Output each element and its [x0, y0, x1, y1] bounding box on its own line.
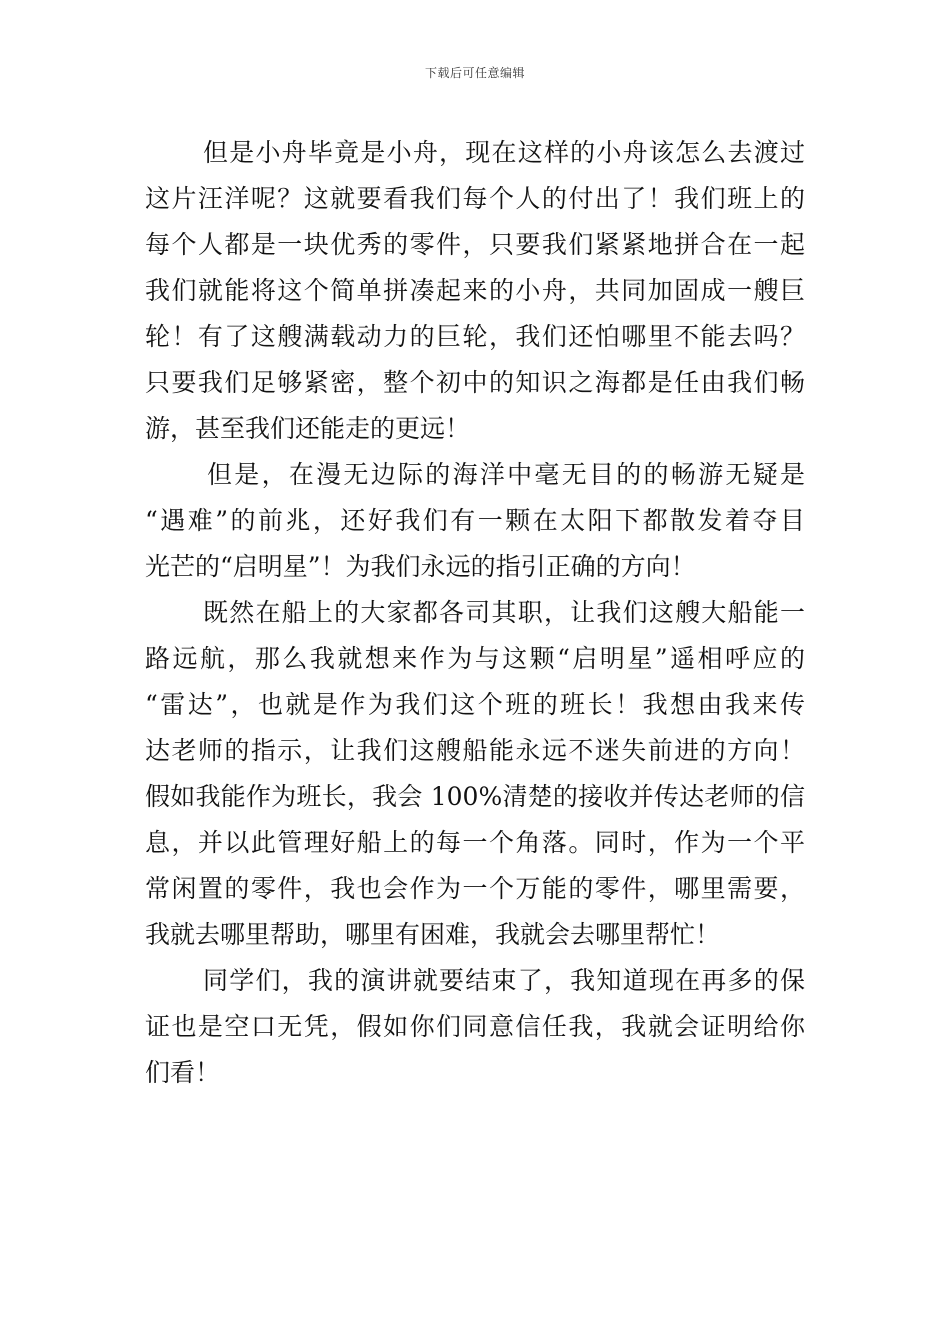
text-line: 证也是空口无凭，假如你们同意信任我，我就会证明给你: [145, 1012, 805, 1041]
text-line: 游，甚至我们还能走的更远！: [145, 414, 471, 443]
text-line: 但是，在漫无边际的海洋中毫无目的的畅游无疑是: [207, 460, 805, 489]
text-line: 光芒的“启明星”！为我们永远的指引正确的方向！: [145, 552, 696, 581]
text-line: 轮！有了这艘满载动力的巨轮，我们还怕哪里不能去吗？: [145, 322, 805, 351]
document-body: [145, 130, 805, 1096]
text-line: 常闲置的零件，我也会作为一个万能的零件，哪里需要，: [145, 874, 805, 903]
text-line: 假如我能作为班长，我会 100%清楚的接收并传达老师的信: [145, 782, 805, 811]
text-line: “遇难”的前兆，还好我们有一颗在太阳下都散发着夺目: [145, 506, 805, 535]
text-line: 但是小舟毕竟是小舟，现在这样的小舟该怎么去渡过: [203, 138, 805, 167]
text-line: 每个人都是一块优秀的零件，只要我们紧紧地拼合在一起: [145, 230, 805, 259]
paragraph: [145, 452, 805, 590]
text-line: 路远航，那么我就想来作为与这颗“启明星”遥相呼应的: [145, 644, 805, 673]
paragraph: [145, 590, 805, 958]
paragraph: [145, 130, 805, 452]
text-line: 们看！: [145, 1058, 221, 1087]
text-line: 息，并以此管理好船上的每一个角落。同时，作为一个平: [145, 828, 805, 857]
text-line: “雷达”，也就是作为我们这个班的班长！我想由我来传: [145, 690, 805, 719]
text-line: 我们就能将这个简单拼凑起来的小舟，共同加固成一艘巨: [145, 276, 805, 305]
page-header: 下载后可任意编辑: [424, 66, 525, 80]
paragraph: [145, 958, 805, 1096]
text-line: 同学们，我的演讲就要结束了，我知道现在再多的保: [203, 966, 805, 995]
text-line: 既然在船上的大家都各司其职，让我们这艘大船能一: [203, 598, 805, 627]
text-line: 达老师的指示，让我们这艘船能永远不迷失前进的方向！: [145, 736, 805, 765]
text-line: 只要我们足够紧密，整个初中的知识之海都是任由我们畅: [145, 368, 805, 397]
text-line: 我就去哪里帮助，哪里有困难，我就会去哪里帮忙！: [145, 920, 721, 949]
text-line: 这片汪洋呢？这就要看我们每个人的付出了！我们班上的: [145, 184, 805, 213]
